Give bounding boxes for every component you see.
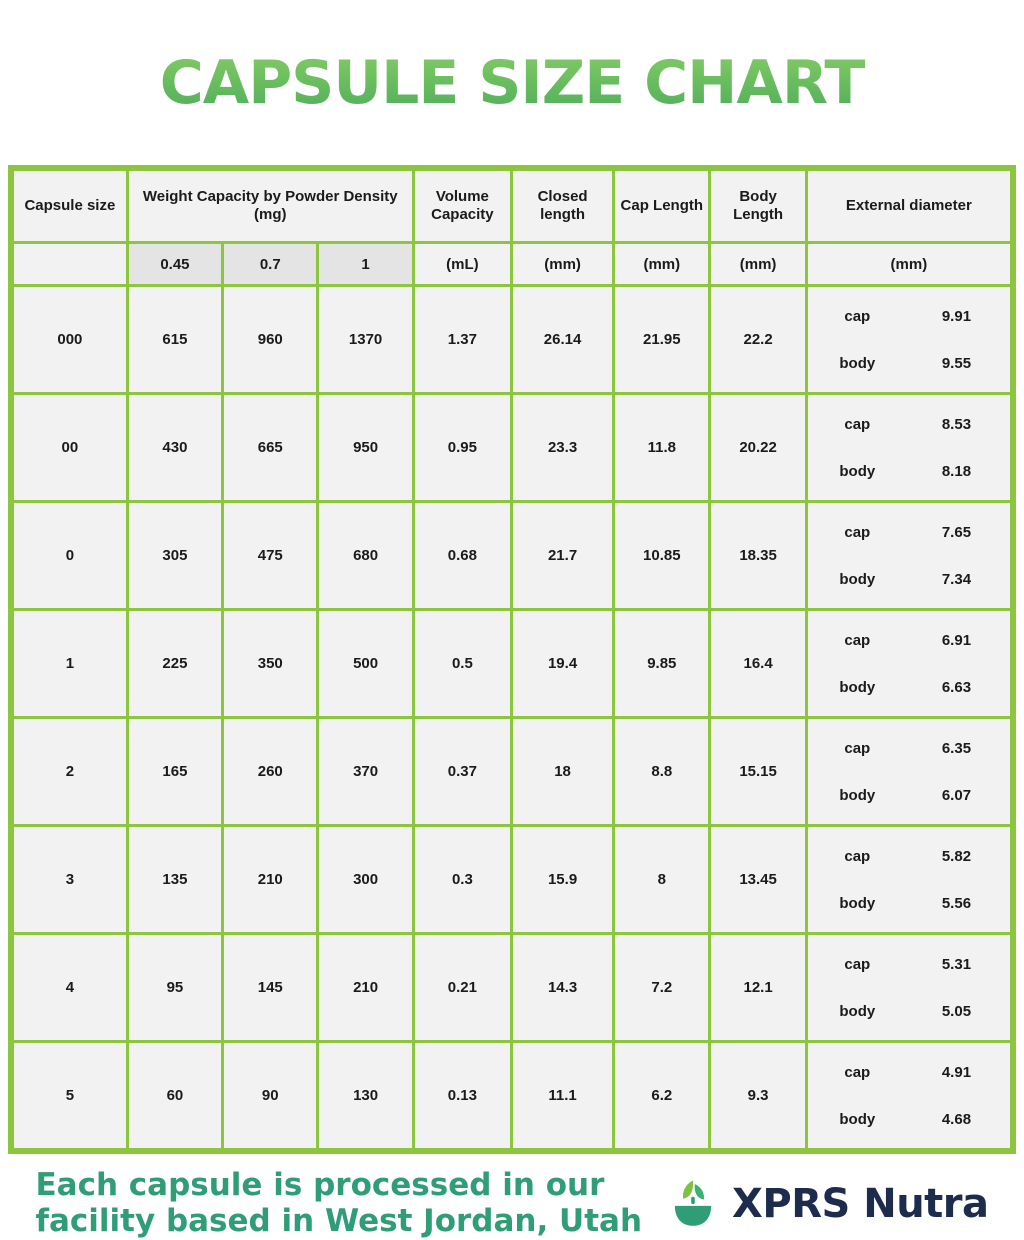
subheader-blank bbox=[14, 244, 126, 284]
brand-lockup bbox=[664, 1175, 988, 1233]
cell-cap-length: 8.8 bbox=[615, 719, 708, 824]
cell-external-diameter bbox=[808, 287, 1010, 392]
cell-density-045: 165 bbox=[129, 719, 221, 824]
cell-closed-length: 21.7 bbox=[513, 503, 612, 608]
cell-density-1: 300 bbox=[319, 827, 411, 932]
table-row bbox=[14, 1043, 1010, 1148]
cell-body-length: 13.45 bbox=[711, 827, 804, 932]
external-cap-label: cap bbox=[810, 294, 905, 338]
external-cap-row bbox=[810, 1050, 1008, 1094]
page-title: CAPSULE SIZE CHART bbox=[0, 40, 1024, 125]
external-cap-value: 9.91 bbox=[905, 294, 1008, 338]
cell-body-length: 15.15 bbox=[711, 719, 804, 824]
cell-density-1: 1370 bbox=[319, 287, 411, 392]
cell-cap-length: 6.2 bbox=[615, 1043, 708, 1148]
table-container bbox=[0, 165, 1024, 1154]
cell-closed-length: 14.3 bbox=[513, 935, 612, 1040]
cell-body-length: 12.1 bbox=[711, 935, 804, 1040]
cell-density-045: 60 bbox=[129, 1043, 221, 1148]
mortar-and-pestle-leaf-icon bbox=[664, 1175, 722, 1233]
cell-density-07: 475 bbox=[224, 503, 316, 608]
footer bbox=[0, 1154, 1024, 1239]
cell-body-length: 20.22 bbox=[711, 395, 804, 500]
external-cap-value: 6.35 bbox=[905, 726, 1008, 770]
cell-density-1: 130 bbox=[319, 1043, 411, 1148]
external-body-value: 4.68 bbox=[905, 1097, 1008, 1141]
external-cap-label: cap bbox=[810, 510, 905, 554]
external-body-value: 5.56 bbox=[905, 881, 1008, 925]
cell-volume-capacity: 0.21 bbox=[415, 935, 510, 1040]
external-body-row bbox=[810, 665, 1008, 709]
cell-closed-length: 18 bbox=[513, 719, 612, 824]
cell-cap-length: 11.8 bbox=[615, 395, 708, 500]
table-row bbox=[14, 611, 1010, 716]
table-body bbox=[14, 287, 1010, 1148]
cell-body-length: 16.4 bbox=[711, 611, 804, 716]
cell-density-045: 225 bbox=[129, 611, 221, 716]
external-body-label: body bbox=[810, 989, 905, 1033]
cell-density-07: 350 bbox=[224, 611, 316, 716]
external-cap-value: 8.53 bbox=[905, 402, 1008, 446]
header-capsule-size: Capsule size bbox=[14, 171, 126, 241]
cell-capsule-size: 00 bbox=[14, 395, 126, 500]
table-row bbox=[14, 287, 1010, 392]
external-body-label: body bbox=[810, 557, 905, 601]
external-body-row bbox=[810, 989, 1008, 1033]
cell-body-length: 22.2 bbox=[711, 287, 804, 392]
cell-cap-length: 21.95 bbox=[615, 287, 708, 392]
external-body-row bbox=[810, 449, 1008, 493]
cell-capsule-size: 000 bbox=[14, 287, 126, 392]
external-body-label: body bbox=[810, 773, 905, 817]
cell-density-1: 370 bbox=[319, 719, 411, 824]
external-body-label: body bbox=[810, 1097, 905, 1141]
subheader-row bbox=[14, 244, 1010, 284]
cell-cap-length: 9.85 bbox=[615, 611, 708, 716]
cell-volume-capacity: 1.37 bbox=[415, 287, 510, 392]
cell-closed-length: 19.4 bbox=[513, 611, 612, 716]
external-cap-label: cap bbox=[810, 1050, 905, 1094]
cell-capsule-size: 4 bbox=[14, 935, 126, 1040]
external-body-value: 8.18 bbox=[905, 449, 1008, 493]
cell-volume-capacity: 0.37 bbox=[415, 719, 510, 824]
cell-volume-capacity: 0.13 bbox=[415, 1043, 510, 1148]
cell-volume-capacity: 0.95 bbox=[415, 395, 510, 500]
header-volume-capacity: Volume Capacity bbox=[415, 171, 510, 241]
subheader-density-1: 1 bbox=[319, 244, 411, 284]
external-body-row bbox=[810, 1097, 1008, 1141]
subheader-density-07: 0.7 bbox=[224, 244, 316, 284]
cell-density-1: 500 bbox=[319, 611, 411, 716]
cell-closed-length: 15.9 bbox=[513, 827, 612, 932]
external-cap-value: 5.82 bbox=[905, 834, 1008, 878]
capsule-size-chart-page bbox=[0, 40, 1024, 1240]
cell-volume-capacity: 0.5 bbox=[415, 611, 510, 716]
cell-external-diameter bbox=[808, 611, 1010, 716]
external-cap-label: cap bbox=[810, 402, 905, 446]
external-body-value: 6.63 bbox=[905, 665, 1008, 709]
subheader-closed-unit: (mm) bbox=[513, 244, 612, 284]
cell-closed-length: 26.14 bbox=[513, 287, 612, 392]
external-body-label: body bbox=[810, 341, 905, 385]
cell-body-length: 9.3 bbox=[711, 1043, 804, 1148]
cell-cap-length: 10.85 bbox=[615, 503, 708, 608]
cell-density-045: 430 bbox=[129, 395, 221, 500]
external-cap-row bbox=[810, 294, 1008, 338]
cell-density-07: 960 bbox=[224, 287, 316, 392]
header-body-length: Body Length bbox=[711, 171, 804, 241]
cell-volume-capacity: 0.68 bbox=[415, 503, 510, 608]
cell-density-07: 210 bbox=[224, 827, 316, 932]
cell-external-diameter bbox=[808, 395, 1010, 500]
header-external-diameter: External diameter bbox=[808, 171, 1010, 241]
external-body-label: body bbox=[810, 881, 905, 925]
external-body-value: 5.05 bbox=[905, 989, 1008, 1033]
cell-density-045: 135 bbox=[129, 827, 221, 932]
cell-external-diameter bbox=[808, 827, 1010, 932]
table-row bbox=[14, 935, 1010, 1040]
table-head bbox=[14, 171, 1010, 284]
brand-name: XPRS Nutra bbox=[732, 1181, 989, 1228]
external-cap-row bbox=[810, 618, 1008, 662]
cell-density-07: 90 bbox=[224, 1043, 316, 1148]
cell-density-07: 145 bbox=[224, 935, 316, 1040]
cell-density-07: 260 bbox=[224, 719, 316, 824]
cell-density-045: 95 bbox=[129, 935, 221, 1040]
footer-line-2: facility based in West Jordan, Utah bbox=[35, 1203, 643, 1240]
cell-volume-capacity: 0.3 bbox=[415, 827, 510, 932]
cell-cap-length: 8 bbox=[615, 827, 708, 932]
subheader-volume-unit: (mL) bbox=[415, 244, 510, 284]
subheader-density-045: 0.45 bbox=[129, 244, 221, 284]
cell-capsule-size: 0 bbox=[14, 503, 126, 608]
cell-density-045: 305 bbox=[129, 503, 221, 608]
cell-density-045: 615 bbox=[129, 287, 221, 392]
cell-capsule-size: 5 bbox=[14, 1043, 126, 1148]
external-cap-label: cap bbox=[810, 834, 905, 878]
external-cap-row bbox=[810, 402, 1008, 446]
cell-external-diameter bbox=[808, 719, 1010, 824]
external-body-row bbox=[810, 773, 1008, 817]
footer-line-1: Each capsule is processed in our bbox=[35, 1167, 605, 1204]
cell-capsule-size: 1 bbox=[14, 611, 126, 716]
external-cap-label: cap bbox=[810, 618, 905, 662]
table-row bbox=[14, 827, 1010, 932]
header-closed-length: Closed length bbox=[513, 171, 612, 241]
external-body-row bbox=[810, 881, 1008, 925]
cell-external-diameter bbox=[808, 935, 1010, 1040]
table-row bbox=[14, 395, 1010, 500]
external-cap-label: cap bbox=[810, 726, 905, 770]
external-body-value: 9.55 bbox=[905, 341, 1008, 385]
external-body-label: body bbox=[810, 449, 905, 493]
cell-external-diameter bbox=[808, 1043, 1010, 1148]
cell-capsule-size: 3 bbox=[14, 827, 126, 932]
external-cap-row bbox=[810, 834, 1008, 878]
external-cap-value: 7.65 bbox=[905, 510, 1008, 554]
external-cap-row bbox=[810, 942, 1008, 986]
header-row bbox=[14, 171, 1010, 241]
external-body-value: 6.07 bbox=[905, 773, 1008, 817]
cell-cap-length: 7.2 bbox=[615, 935, 708, 1040]
table-row bbox=[14, 719, 1010, 824]
external-body-row bbox=[810, 341, 1008, 385]
header-weight-capacity: Weight Capacity by Powder Density (mg) bbox=[129, 171, 412, 241]
external-body-value: 7.34 bbox=[905, 557, 1008, 601]
subheader-cap-unit: (mm) bbox=[615, 244, 708, 284]
external-cap-value: 6.91 bbox=[905, 618, 1008, 662]
cell-density-07: 665 bbox=[224, 395, 316, 500]
capsule-size-table bbox=[8, 165, 1016, 1154]
cell-closed-length: 23.3 bbox=[513, 395, 612, 500]
footer-text bbox=[35, 1168, 642, 1239]
header-cap-length: Cap Length bbox=[615, 171, 708, 241]
external-cap-value: 4.91 bbox=[905, 1050, 1008, 1094]
cell-density-1: 210 bbox=[319, 935, 411, 1040]
external-cap-row bbox=[810, 510, 1008, 554]
cell-body-length: 18.35 bbox=[711, 503, 804, 608]
subheader-body-unit: (mm) bbox=[711, 244, 804, 284]
cell-closed-length: 11.1 bbox=[513, 1043, 612, 1148]
external-cap-label: cap bbox=[810, 942, 905, 986]
external-body-label: body bbox=[810, 665, 905, 709]
cell-capsule-size: 2 bbox=[14, 719, 126, 824]
subheader-external-unit: (mm) bbox=[808, 244, 1010, 284]
external-body-row bbox=[810, 557, 1008, 601]
table-row bbox=[14, 503, 1010, 608]
external-cap-value: 5.31 bbox=[905, 942, 1008, 986]
cell-external-diameter bbox=[808, 503, 1010, 608]
external-cap-row bbox=[810, 726, 1008, 770]
cell-density-1: 950 bbox=[319, 395, 411, 500]
cell-density-1: 680 bbox=[319, 503, 411, 608]
